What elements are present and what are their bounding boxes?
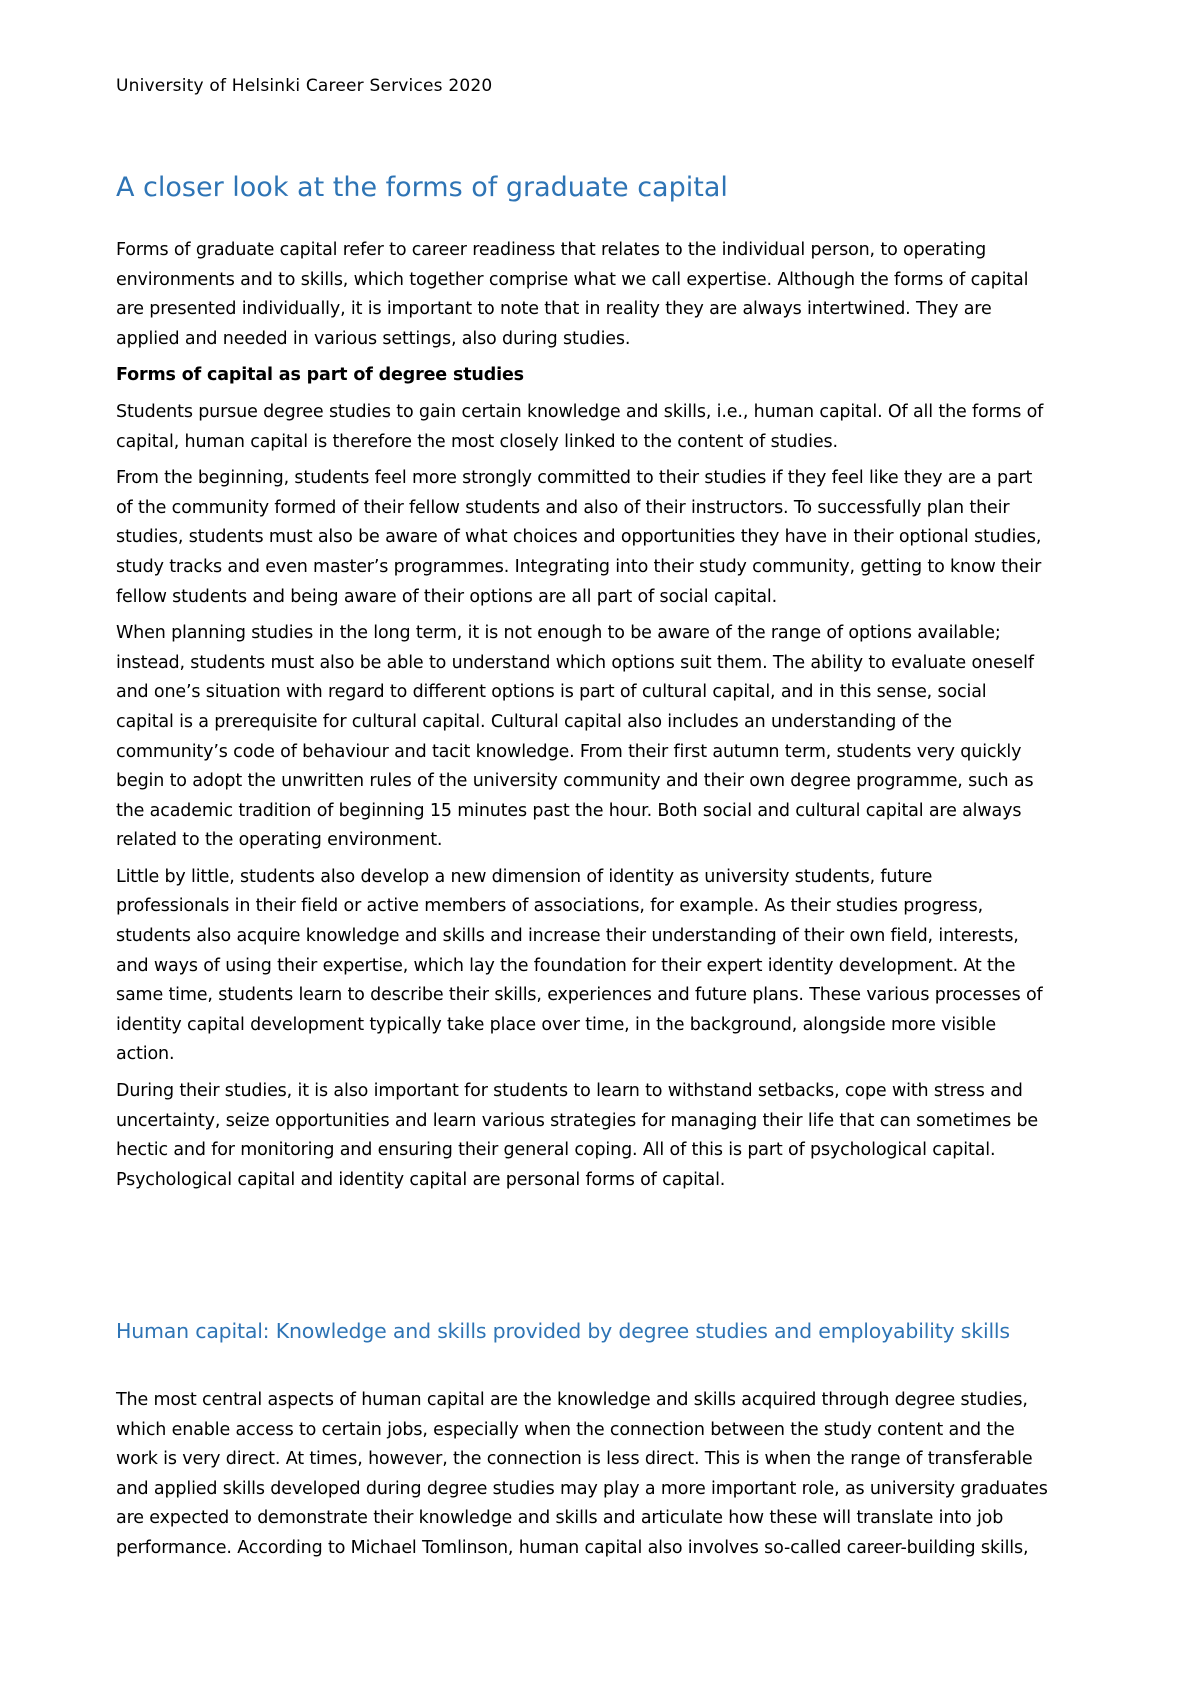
text-line: professionals in their field or active members of associations, for example. As their studies progress, [116, 896, 984, 917]
text-line: community’s code of behaviour and tacit knowledge. From their first autumn term, students very quickly [116, 741, 1022, 762]
text-line: instead, students must also be able to understand which options suit them. The ability to evaluate oneself [116, 652, 1034, 673]
text-line: Psychological capital and identity capital are personal forms of capital. [116, 1169, 726, 1190]
text-line: hectic and for monitoring and ensuring their general coping. All of this is part of psychological capital. [116, 1140, 996, 1161]
text-line: The most central aspects of human capital are the knowledge and skills acquired through degree studies, [116, 1390, 1028, 1410]
text-line: and ways of using their expertise, which lay the foundation for their expert identity development. At the [116, 955, 1016, 976]
text-line: work is very direct. At times, however, the connection is less direct. This is when the range of transferable [116, 1449, 1033, 1470]
section-heading: Human capital: Knowledge and skills provided by degree studies and employability skills [116, 1319, 1010, 1343]
body-paragraph [116, 398, 1116, 457]
text-line: performance. According to Michael Tomlinson, human capital also involves so-called career-building skills, [116, 1537, 1029, 1558]
text-line: and one’s situation with regard to different options is part of cultural capital, and in this sense, social [116, 682, 987, 703]
text-line: of the community formed of their fellow students and also of their instructors. To successfully plan their [116, 497, 1010, 518]
intro-paragraph [116, 236, 1116, 354]
text-line: capital, human capital is therefore the most closely linked to the content of studies. [116, 431, 838, 452]
text-line: When planning studies in the long term, it is not enough to be aware of the range of options available; [116, 623, 1001, 644]
body-paragraph [116, 1077, 1116, 1195]
text-line: study tracks and even master’s programmes. Integrating into their study community, getting to know their [116, 556, 1042, 577]
text-line: Little by little, students also develop a new dimension of identity as university students, future [116, 866, 933, 887]
text-line: related to the operating environment. [116, 830, 443, 851]
text-line: the academic tradition of beginning 15 minutes past the hour. Both social and cultural capital are always [116, 800, 1022, 821]
text-line: begin to adopt the unwritten rules of the university community and their own degree programme, such as [116, 771, 1034, 792]
text-line: fellow students and being aware of their options are all part of social capital. [116, 586, 778, 607]
text-line: applied and needed in various settings, also during studies. [116, 328, 631, 349]
text-line: identity capital development typically take place over time, in the background, alongside more visible [116, 1014, 997, 1035]
text-line: uncertainty, seize opportunities and learn various strategies for managing their life that can sometimes be [116, 1110, 1039, 1131]
page-title: A closer look at the forms of graduate capital [116, 172, 728, 203]
text-line: environments and to skills, which together comprise what we call expertise. Although the forms of capital [116, 269, 1029, 290]
text-line: capital is a prerequisite for cultural capital. Cultural capital also includes an understanding of the [116, 711, 952, 732]
text-line: studies, students must also be aware of what choices and opportunities they have in their optional studies, [116, 527, 1042, 548]
body-paragraph [116, 863, 1116, 1070]
text-line: action. [116, 1044, 175, 1065]
text-line: From the beginning, students feel more strongly committed to their studies if they feel like they are a part [116, 468, 1033, 489]
text-line: are expected to demonstrate their knowledge and skills and articulate how these will translate into job [116, 1508, 1004, 1529]
text-line: students also acquire knowledge and skills and increase their understanding of their own field, interests, [116, 926, 1019, 947]
body-paragraph [116, 619, 1116, 856]
text-line: same time, students learn to describe their skills, experiences and future plans. These various processes of [116, 985, 1043, 1006]
text-line: Students pursue degree studies to gain certain knowledge and skills, i.e., human capital. Of all the forms of [116, 401, 1044, 422]
running-header: University of Helsinki Career Services 2020 [116, 76, 493, 96]
text-line: and applied skills developed during degree studies may play a more important role, as university graduates [116, 1478, 1048, 1499]
intro-block [116, 236, 1116, 1202]
text-line: During their studies, it is also important for students to learn to withstand setbacks, cope with stress and [116, 1081, 1023, 1102]
subheading: Forms of capital as part of degree studies [116, 365, 524, 386]
body-paragraph [116, 1386, 1116, 1564]
text-line: are presented individually, it is important to note that in reality they are always intertwined. They are [116, 299, 992, 320]
text-line: Forms of graduate capital refer to career readiness that relates to the individual person, to operating [116, 240, 987, 260]
body-paragraph [116, 464, 1116, 612]
text-line: which enable access to certain jobs, especially when the connection between the study content and the [116, 1419, 1015, 1440]
section-body [116, 1386, 1116, 1571]
